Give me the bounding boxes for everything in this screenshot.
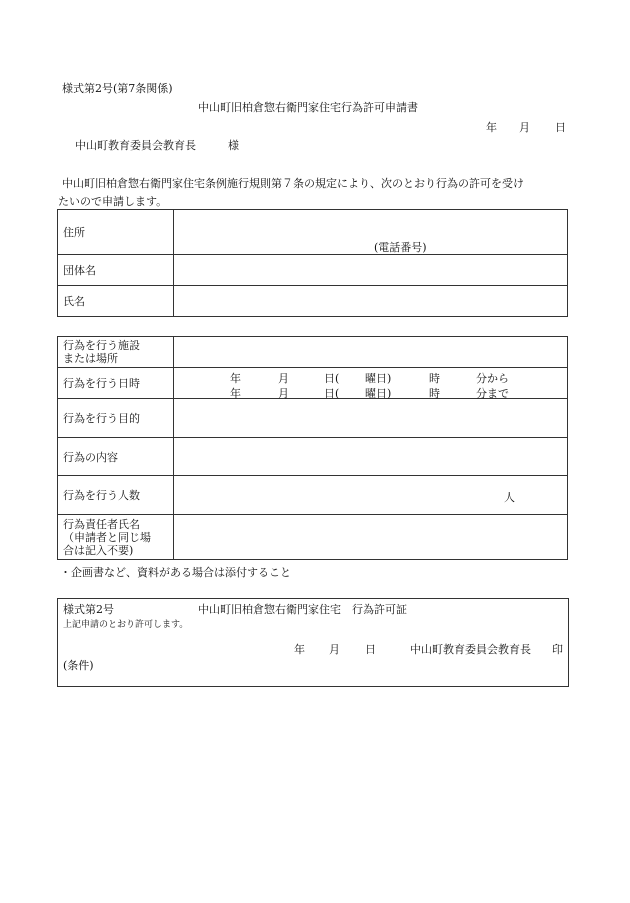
responsible-label-line1: 行為責任者氏名 [63,517,140,531]
dt-from-minute: 分から [476,372,509,385]
people-unit: 人 [504,491,515,504]
group-name-label: 団体名 [58,255,174,286]
activity-table [57,336,568,560]
permit-conditions: (条件) [63,659,94,672]
body-text-line2: たいので申請します。 [58,195,168,208]
dt-to-hour: 時 [429,387,440,400]
responsible-label-line3: 合は記入不要) [63,543,134,557]
facility-label-line2: または場所 [63,352,118,365]
dt-to-day: 日( [324,387,340,400]
dt-to-month: 月 [278,387,289,400]
permit-seal: 印 [552,643,563,656]
permit-day: 日 [365,643,376,656]
permit-form-number: 様式第2号 [63,603,114,616]
permit-box [57,598,569,687]
body-text-line1: 中山町旧柏倉惣右衛門家住宅条例施行規則第７条の規定により、次のとおり行為の許可を受け [62,177,524,190]
page-title: 中山町旧柏倉惣右衛門家住宅行為許可申請書 [198,101,418,114]
dt-to-weekday: 曜日) [365,387,392,400]
permit-year: 年 [294,643,305,656]
dt-to-year: 年 [230,387,241,400]
people-count-field[interactable] [174,476,568,515]
facility-label-line1: 行為を行う施設 [63,339,140,352]
dt-from-weekday: 曜日) [365,372,392,385]
date-month-label: 月 [519,121,530,134]
applicant-name-field[interactable] [174,286,568,317]
dt-from-hour: 時 [429,372,440,385]
address-label: 住所 [58,210,174,255]
datetime-field[interactable] [174,368,568,399]
address-field[interactable] [174,210,568,255]
phone-label: (電話番号) [374,241,427,254]
applicant-name-label: 氏名 [58,286,174,317]
group-name-field[interactable] [174,255,568,286]
responsible-label-line2: （申請者と同じ場 [63,530,151,544]
dt-from-day: 日( [324,372,340,385]
content-label: 行為の内容 [58,438,174,476]
purpose-field[interactable] [174,399,568,438]
form-number: 様式第2号(第7条関係) [62,82,173,95]
dt-from-month: 月 [278,372,289,385]
datetime-label: 行為を行う日時 [58,368,174,399]
dt-to-minute: 分まで [476,387,509,400]
responsible-field[interactable] [174,515,568,560]
date-day-label: 日 [555,121,566,134]
people-count-label: 行為を行う人数 [58,476,174,515]
content-field[interactable] [174,438,568,476]
permit-title: 中山町旧柏倉惣右衛門家住宅 行為許可証 [198,603,407,616]
addressee: 中山町教育委員会教育長 [75,139,196,152]
responsible-label [58,515,174,560]
attachment-note: ・企画書など、資料がある場合は添付すること [60,566,291,579]
applicant-table [57,209,568,317]
honorific: 様 [228,139,239,152]
date-year-label: 年 [486,121,497,134]
permit-month: 月 [329,643,340,656]
permit-issuer: 中山町教育委員会教育長 [410,643,531,656]
dt-from-year: 年 [230,372,241,385]
facility-field[interactable] [174,337,568,368]
permit-statement: 上記申請のとおり許可します。 [63,620,189,630]
facility-label [58,337,174,368]
purpose-label: 行為を行う目的 [58,399,174,438]
